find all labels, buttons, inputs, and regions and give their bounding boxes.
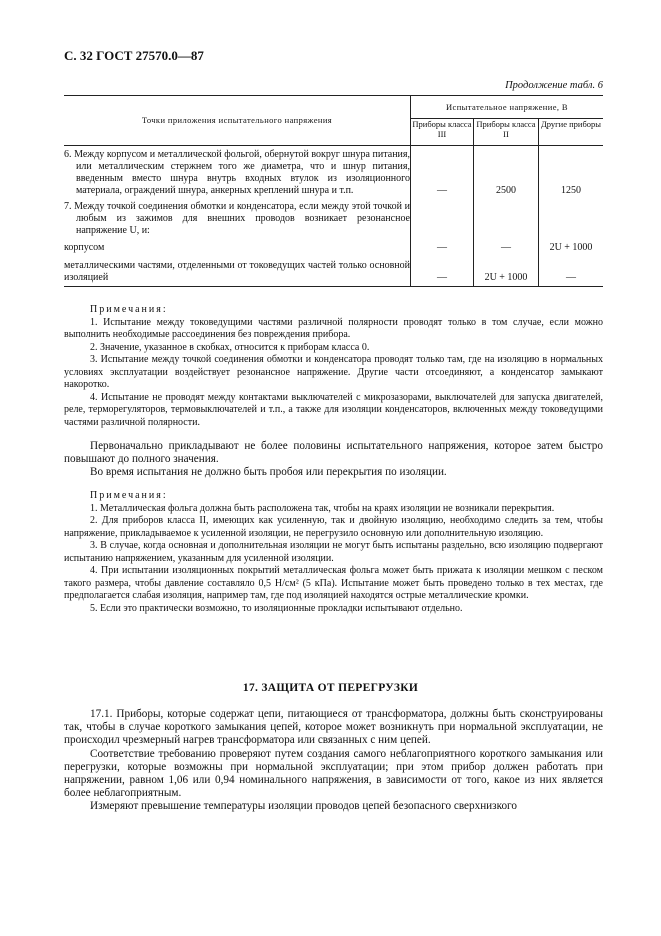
row7-text: 7. Между точкой соединения обмотки и конденсатора, если между этой точкой и любым из зажимов для внешних проводов возникает резонансное напряжение U, и: [64,197,411,237]
table-row-6 [64,146,603,198]
table-header-row [64,96,603,119]
row6-other: 1250 [561,185,581,196]
row7b-text: металлическими частями, отделенными от токоведущих частей только основной изоляцией [64,254,411,287]
row7a-class-iii: — [411,237,474,254]
notes-heading: Примечания: [90,490,168,501]
row6-class-ii: 2500 [474,146,539,198]
notes-block-2 [64,490,603,615]
note-item: 4. При испытании изоляционных покрытий металлическая фольга может быть прижата к изоляции мешком с песком такого размера, чтобы давление составляло 0,5 Н/см² (5 кПа). Испытание может быть проведено только в тех местах, где предполагается слабая изоляция, например там, где под изоляцией находятся острые металлические кромки. [64,565,603,601]
header-class-iii: Приборы класса III [411,119,474,146]
header-class-ii: Приборы класса II [474,119,539,146]
table-row-7 [64,197,603,237]
paragraph: Измеряют превышение температуры изоляции проводов цепей безопасного сверхнизкого [90,800,517,813]
note-item: 1. Металлическая фольга должна быть расположена так, чтобы на краях изоляции не возникали перекрытия. [90,502,555,514]
header-points: Точки приложения испытательного напряжения [64,96,411,146]
row6-class-iii: — [411,146,474,198]
body-paragraphs-1 [64,440,603,480]
paragraph: 17.1. Приборы, которые содержат цепи, питающиеся от трансформатора, должны быть сконструированы так, чтобы в случае короткого замыкания цепей, которое может возникнуть при нормальной эксплуатации, не происходил чрезмерный нагрев трансформатора или связанных с ним цепей. [64,708,603,747]
note-item: 1. Испытание между токоведущими частями различной полярности проводят только в том случае, если можно выполнить необходимые рассоединения без повреждения прибора. [64,316,603,340]
paragraph: Первоначально прикладывают не более половины испытательного напряжения, которое затем быстро повышают до полного значения. [64,440,603,466]
row7b-other: — [566,272,576,283]
note-item: 4. Испытание не проводят между контактами выключателей с микрозазорами, выключателей для запуска двигателей, реле, терморегуляторов, термовыключателей и т.п., а также для изоляции конденсаторов, включенных между токоведущими частями различной полярности. [64,391,603,428]
table-continuation-label: Продолжение табл. 6 [505,80,603,91]
paragraph: Во время испытания не должно быть пробоя или перекрытия по изоляции. [90,466,447,479]
table-row-7b [64,254,603,287]
table-row-7a [64,237,603,254]
note-item: 2. Значение, указанное в скобках, относится к приборам класса 0. [90,341,370,353]
row7a-text: корпусом [64,237,411,254]
row7a-class-ii: — [474,237,539,254]
note-item: 3. Испытание между точкой соединения обмотки и конденсатора проводят только там, где на изоляцию в нормальных условиях эксплуатации воздействует резонансное напряжение. Другие части отсоединяют, а конденсатор замыкают накоротко. [64,354,603,390]
section-title: 17. ЗАЩИТА ОТ ПЕРЕГРУЗКИ [242,682,419,694]
section-body [64,708,603,814]
header-voltage: Испытательное напряжение, В [411,96,604,119]
test-voltage-table [64,95,603,287]
note-item: 2. Для приборов класса II, имеющих как усиленную, так и двойную изоляцию, необходимо следить за тем, чтобы напряжение, прикладываемое к усиленной изоляции, не перегрузило основную или дополнительную изоляцию. [64,515,603,539]
row6-text: 6. Между корпусом и металлической фольгой, обернутой вокруг шнура питания, или металлическим стержнем того же диаметра, что и шнур питания, введенным вместо шнура внутрь входных втулок из изоляционного материала, ограждений шнура, анкерных креплений шнура и т.п. [64,146,411,198]
row7b-class-ii: 2U + 1000 [474,254,539,287]
page-header: С. 32 ГОСТ 27570.0—87 [64,48,204,63]
notes-block-1 [64,304,603,429]
note-item: 5. Если это практически возможно, то изоляционные прокладки испытывают отдельно. [90,602,463,614]
paragraph: Соответствие требованию проверяют путем создания самого неблагоприятного короткого замыкания или перегрузки, которые возможны при нормальной эксплуатации; при этом прибор должен работать при напряжении, равном 1,06 или 0,94 номинального напряжения, в зависимости от того, какое из них является более неблагоприятным. [64,747,603,800]
header-other: Другие приборы [539,119,604,146]
row7a-other: 2U + 1000 [549,242,593,253]
note-item: 3. В случае, когда основная и дополнительная изоляции не могут быть испытаны раздельно, всю изоляцию подвергают испытанию напряжением, указанным для усиленной изоляции. [64,540,603,564]
notes-heading: Примечания: [90,304,168,315]
row7b-class-iii: — [411,254,474,287]
